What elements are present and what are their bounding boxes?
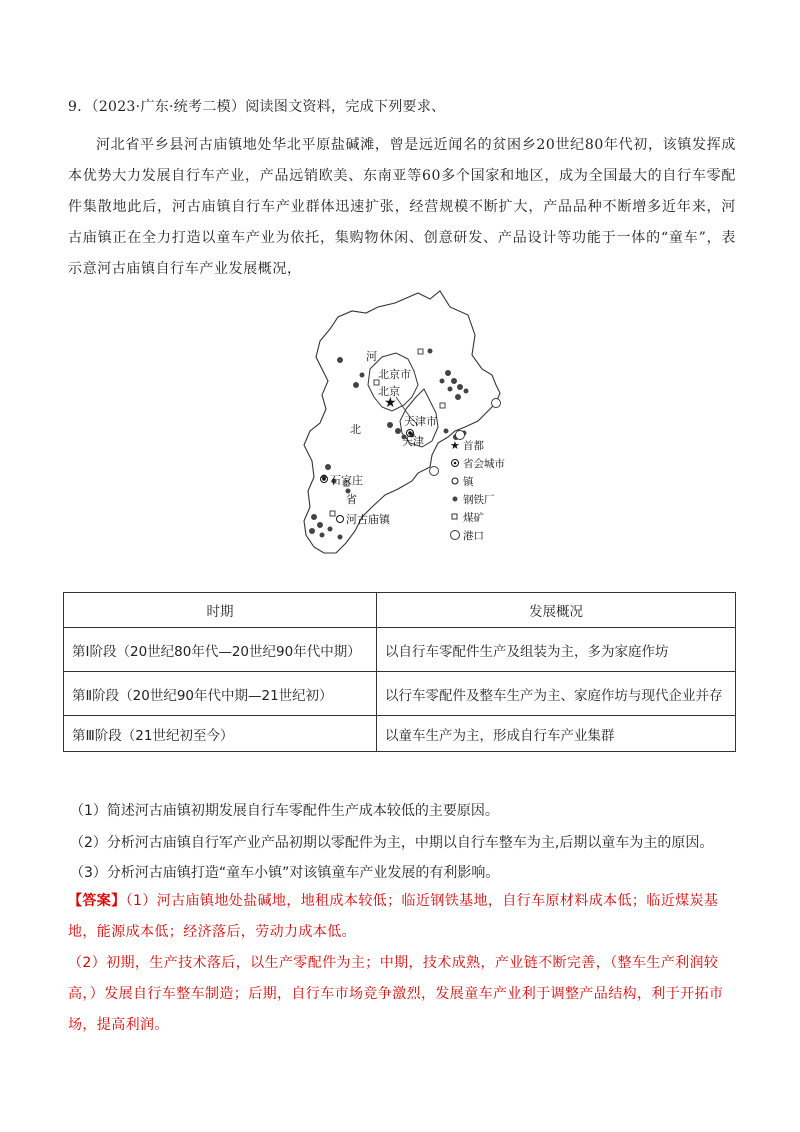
svg-text:★: ★: [450, 439, 460, 452]
svg-text:首都: 首都: [463, 440, 484, 452]
map-legend: [450, 439, 505, 542]
overview-cell: 以自行车零配件生产及组装为主，多为家庭作坊: [377, 628, 736, 672]
table-row: [64, 672, 736, 716]
label-shijiazhuang: 石家庄: [330, 474, 363, 487]
header-overview: 发展概况: [377, 593, 736, 628]
period-cell: 第Ⅲ阶段（21世纪初至今）: [64, 716, 377, 752]
development-table: [63, 592, 736, 752]
background-paragraph: 河北省平乡县河古庙镇地处华北平原盐碱滩，曾是远近闻名的贫困乡20世纪80年代初，该镇发挥成本优势大力发展自行车产业，产品远销欧美、东南亚等60多个国家和地区，成为全国最大的自行车零配件集散地此后，河古庙镇自行车产业群体迅速扩张，经营规模不断扩大，产品品种不断增多近年来，河古庙镇正在全力打造以童车产业为依托，集购物休闲、创意研发、产品设计等功能于一体的“童车”，表示意河古庙镇自行车产业发展概况，: [68, 137, 736, 277]
label-tianjin: 天津: [402, 435, 424, 448]
svg-text:钢铁厂: 钢铁厂: [463, 494, 495, 506]
table-header-row: [64, 593, 736, 628]
question-header: [68, 96, 445, 116]
subquestion-1: （1）简述河古庙镇初期发展自行车零配件生产成本较低的主要原因。: [70, 803, 499, 819]
table-row: [64, 716, 736, 752]
label-sheng: 省: [346, 493, 357, 506]
question-number: 9．: [68, 99, 92, 115]
answer-tag: 【答案】: [68, 893, 126, 909]
subquestion-3: （3）分析河古庙镇打造“童车小镇”对该镇童车产业发展的有利影响。: [70, 865, 500, 881]
label-beijing-city: 北京市: [378, 368, 411, 381]
question-instruction: 阅读图文资料，完成下列要求、: [245, 99, 446, 115]
label-beijing: 北京: [378, 385, 400, 398]
hebei-map: [300, 285, 530, 570]
svg-text:镇: 镇: [463, 476, 474, 488]
period-cell: 第Ⅱ阶段（20世纪90年代中期—21世纪初）: [64, 672, 377, 716]
answer-part-1-text: （1）河古庙镇地处盐碱地，地租成本较低；临近钢铁基地，自行车原材料成本低；临近煤炭基地，能源成本低；经济落后，劳动力成本低。: [68, 893, 719, 940]
answer-part-2: （2）初期，生产技术落后，以生产零配件为主；中期，技术成熟，产业链不断完善，（整车生产利润较高，）发展自行车整车制造；后期，自行车市场竞争激烈，发展童车产业利于调整产品结构，利于开拓市场，提高利润。: [68, 955, 724, 1033]
overview-cell: 以行车零配件及整车生产为主、家庭作坊与现代企业并存: [377, 672, 736, 716]
label-tianjin-city: 天津市: [404, 415, 437, 428]
overview-cell: 以童车生产为主，形成自行车产业集群: [377, 716, 736, 752]
beijing-star: ★: [384, 395, 397, 411]
hegumiao-town: [337, 516, 344, 523]
label-bei: 北: [350, 423, 361, 436]
subquestion-2: （2）分析河古庙镇自行军产业产品初期以零配件为主，中期以自行车整车为主,后期以童车为主的原因。: [70, 835, 714, 851]
question-source: （2023·广东·统考二模）: [91, 99, 246, 115]
svg-text:港口: 港口: [463, 530, 484, 542]
label-hegumiao: 河古庙镇: [346, 513, 390, 526]
svg-text:省会城市: 省会城市: [463, 458, 505, 470]
table-row: [64, 628, 736, 672]
answer-part-1: [68, 886, 740, 948]
period-cell: 第Ⅰ阶段（20世纪80年代—20世纪90年代中期）: [64, 628, 377, 672]
label-he: 河: [366, 350, 377, 363]
header-period: 时期: [64, 593, 377, 628]
svg-text:煤矿: 煤矿: [463, 512, 484, 524]
